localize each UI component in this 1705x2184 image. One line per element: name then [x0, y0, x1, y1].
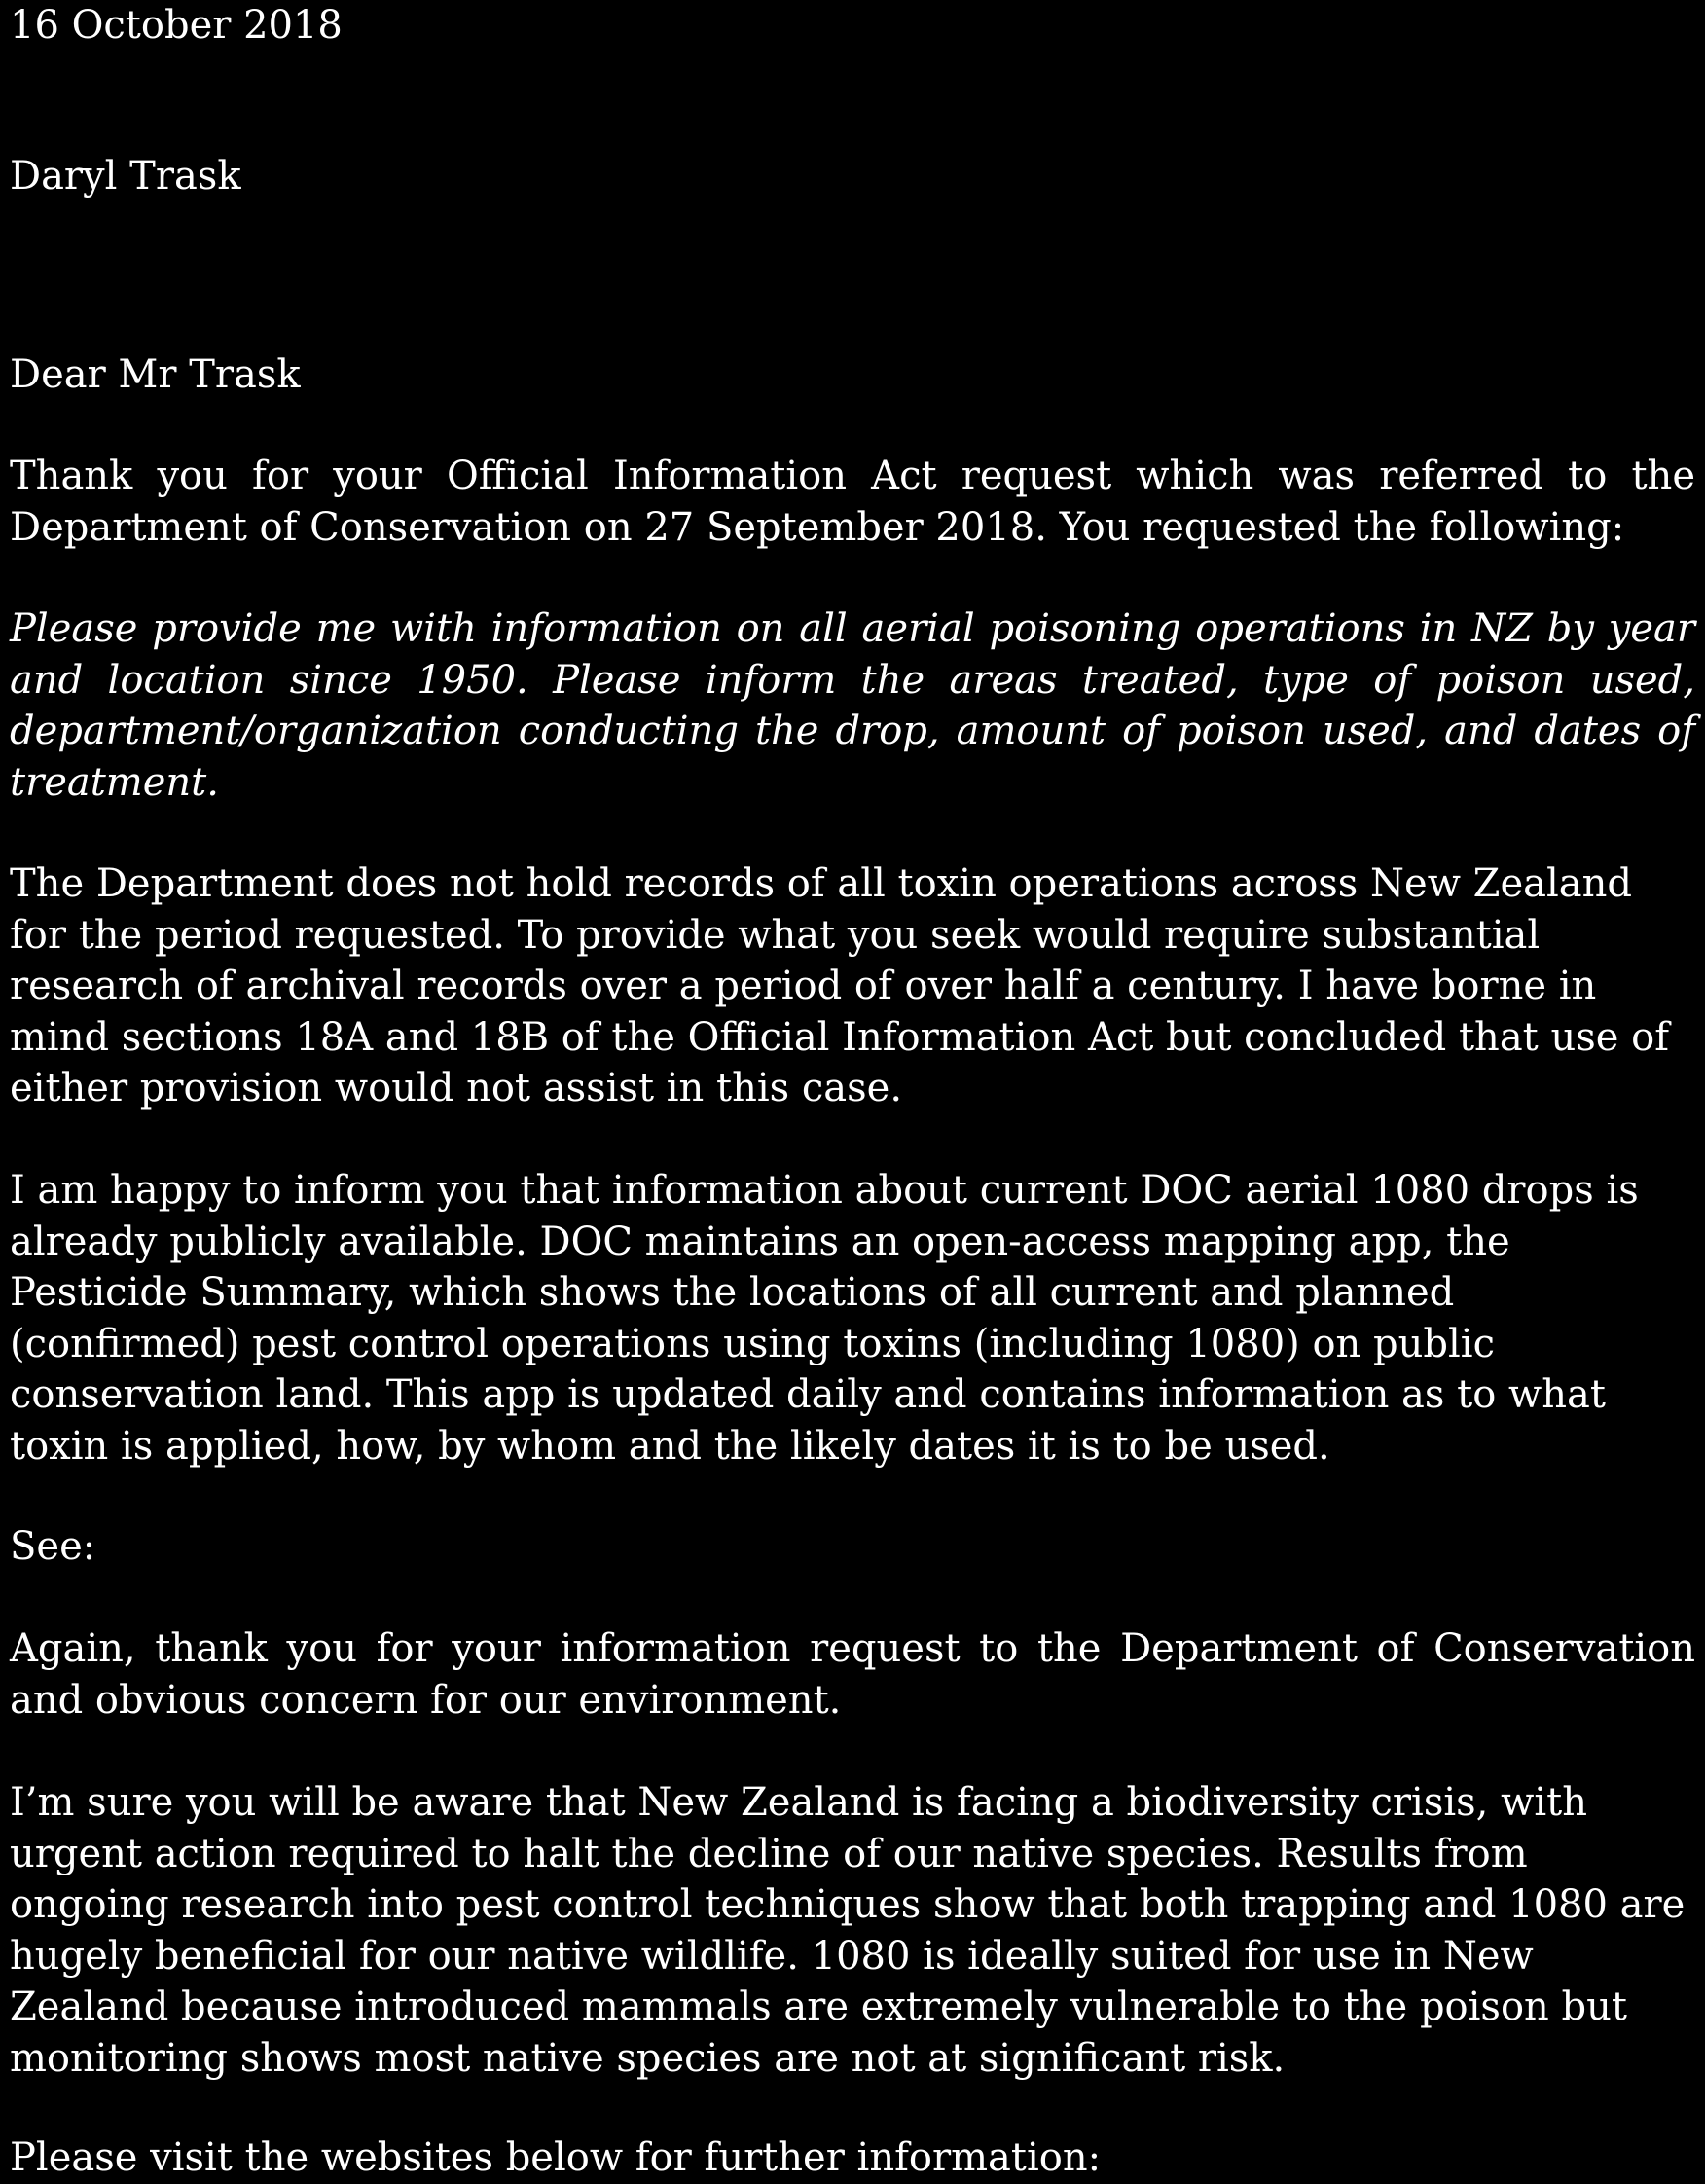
thanks-paragraph: Again, thank you for your information request to the Department of Conservation and obvious concern for our environment. [10, 1626, 1695, 1723]
salutation: Dear Mr Trask [10, 352, 301, 397]
see-label: See: [10, 1524, 96, 1569]
letter-date: 16 October 2018 [10, 3, 343, 48]
response-paragraph: The Department does not hold records of all toxin operations across New Zealand for the period requested. To provide what you seek would require substantial research of archival records over a period of over half a century. I have borne in mind sections 18A and 18B of the Official Information Act but concluded that use of either provision would not assist in this case. [10, 861, 1670, 1110]
request-quote-paragraph: Please provide me with information on all aerial poisoning operations in NZ by year and location since 1950. Please inform the areas treated, type of poison used, department/organization conducting the drop, amount of poison used, and dates of treatment. [10, 606, 1695, 805]
biodiversity-paragraph: I’m sure you will be aware that New Zealand is facing a biodiversity crisis, with urgent action required to halt the decline of our native species. Results from ongoing research into pest control techniques show that both trapping and 1080 are hugely beneficial for our native wildlife. 1080 is ideally suited for use in New Zealand because introduced mammals are extremely vulnerable to the poison but monitoring shows most native species are not at significant risk. [10, 1780, 1686, 2081]
further-info-paragraph: Please visit the websites below for further information: [10, 2135, 1102, 2180]
intro-paragraph: Thank you for your Official Information Act request which was referred to the Department of Conservation on 27 September 2018. You requested the following: [10, 454, 1695, 550]
recipient-name: Daryl Trask [10, 154, 241, 199]
public-info-paragraph: I am happy to inform you that information about current DOC aerial 1080 drops is already publicly available. DOC maintains an open-access mapping app, the Pesticide Summary, which shows the locations of all current and planned (confirmed) pest control operations using toxins (including 1080) on public conservation land. This app is updated daily and contains information as to what toxin is applied, how, by whom and the likely dates it is to be used. [10, 1168, 1639, 1469]
